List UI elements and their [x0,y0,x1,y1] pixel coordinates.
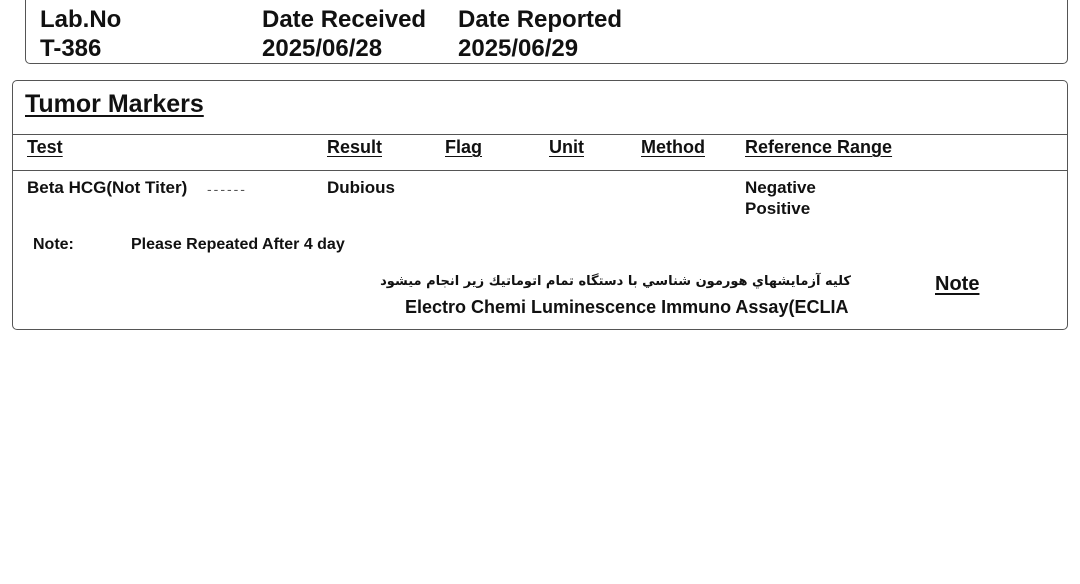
note-label: Note: [33,236,74,253]
date-received-label: Date Received [262,6,427,33]
test-name: Beta HCG(Not Titer) [27,178,188,197]
method-note-persian: كليه آزمايشهاي هورمون شناسي با دستگاه تمام اتوماتيك زير انجام ميشود [380,274,851,289]
date-reported-value: 2025/06/29 [458,35,579,62]
table-header-top-divider [13,134,1067,135]
column-header-method: Method [641,137,705,157]
date-reported-label: Date Reported [458,6,623,33]
date-received [262,5,426,63]
note-text: Please Repeated After 4 day [131,236,345,253]
reference-range-positive: Positive [745,199,811,218]
method-note-english: Electro Chemi Luminescence Immuno Assay(ECLIA [405,297,849,317]
table-header-bottom-divider [13,170,1067,171]
column-header-result: Result [327,137,383,157]
column-header-unit: Unit [549,137,584,157]
date-reported [458,5,622,63]
reference-range-negative: Negative [745,178,816,197]
lab-number [40,5,121,63]
test-result: Dubious [327,178,395,197]
column-header-flag: Flag [445,137,483,157]
date-received-value: 2025/06/28 [262,35,383,62]
lab-number-value: T-386 [40,35,102,62]
tumor-markers-section [12,80,1068,330]
method-note-label: Note [935,273,980,295]
column-header-reference-range: Reference Range [745,137,893,157]
section-title: Tumor Markers [25,90,204,118]
leader-dashes: ------ [207,181,247,197]
report-header [25,0,1068,64]
lab-number-label: Lab.No [40,6,122,33]
column-header-test: Test [27,137,63,157]
